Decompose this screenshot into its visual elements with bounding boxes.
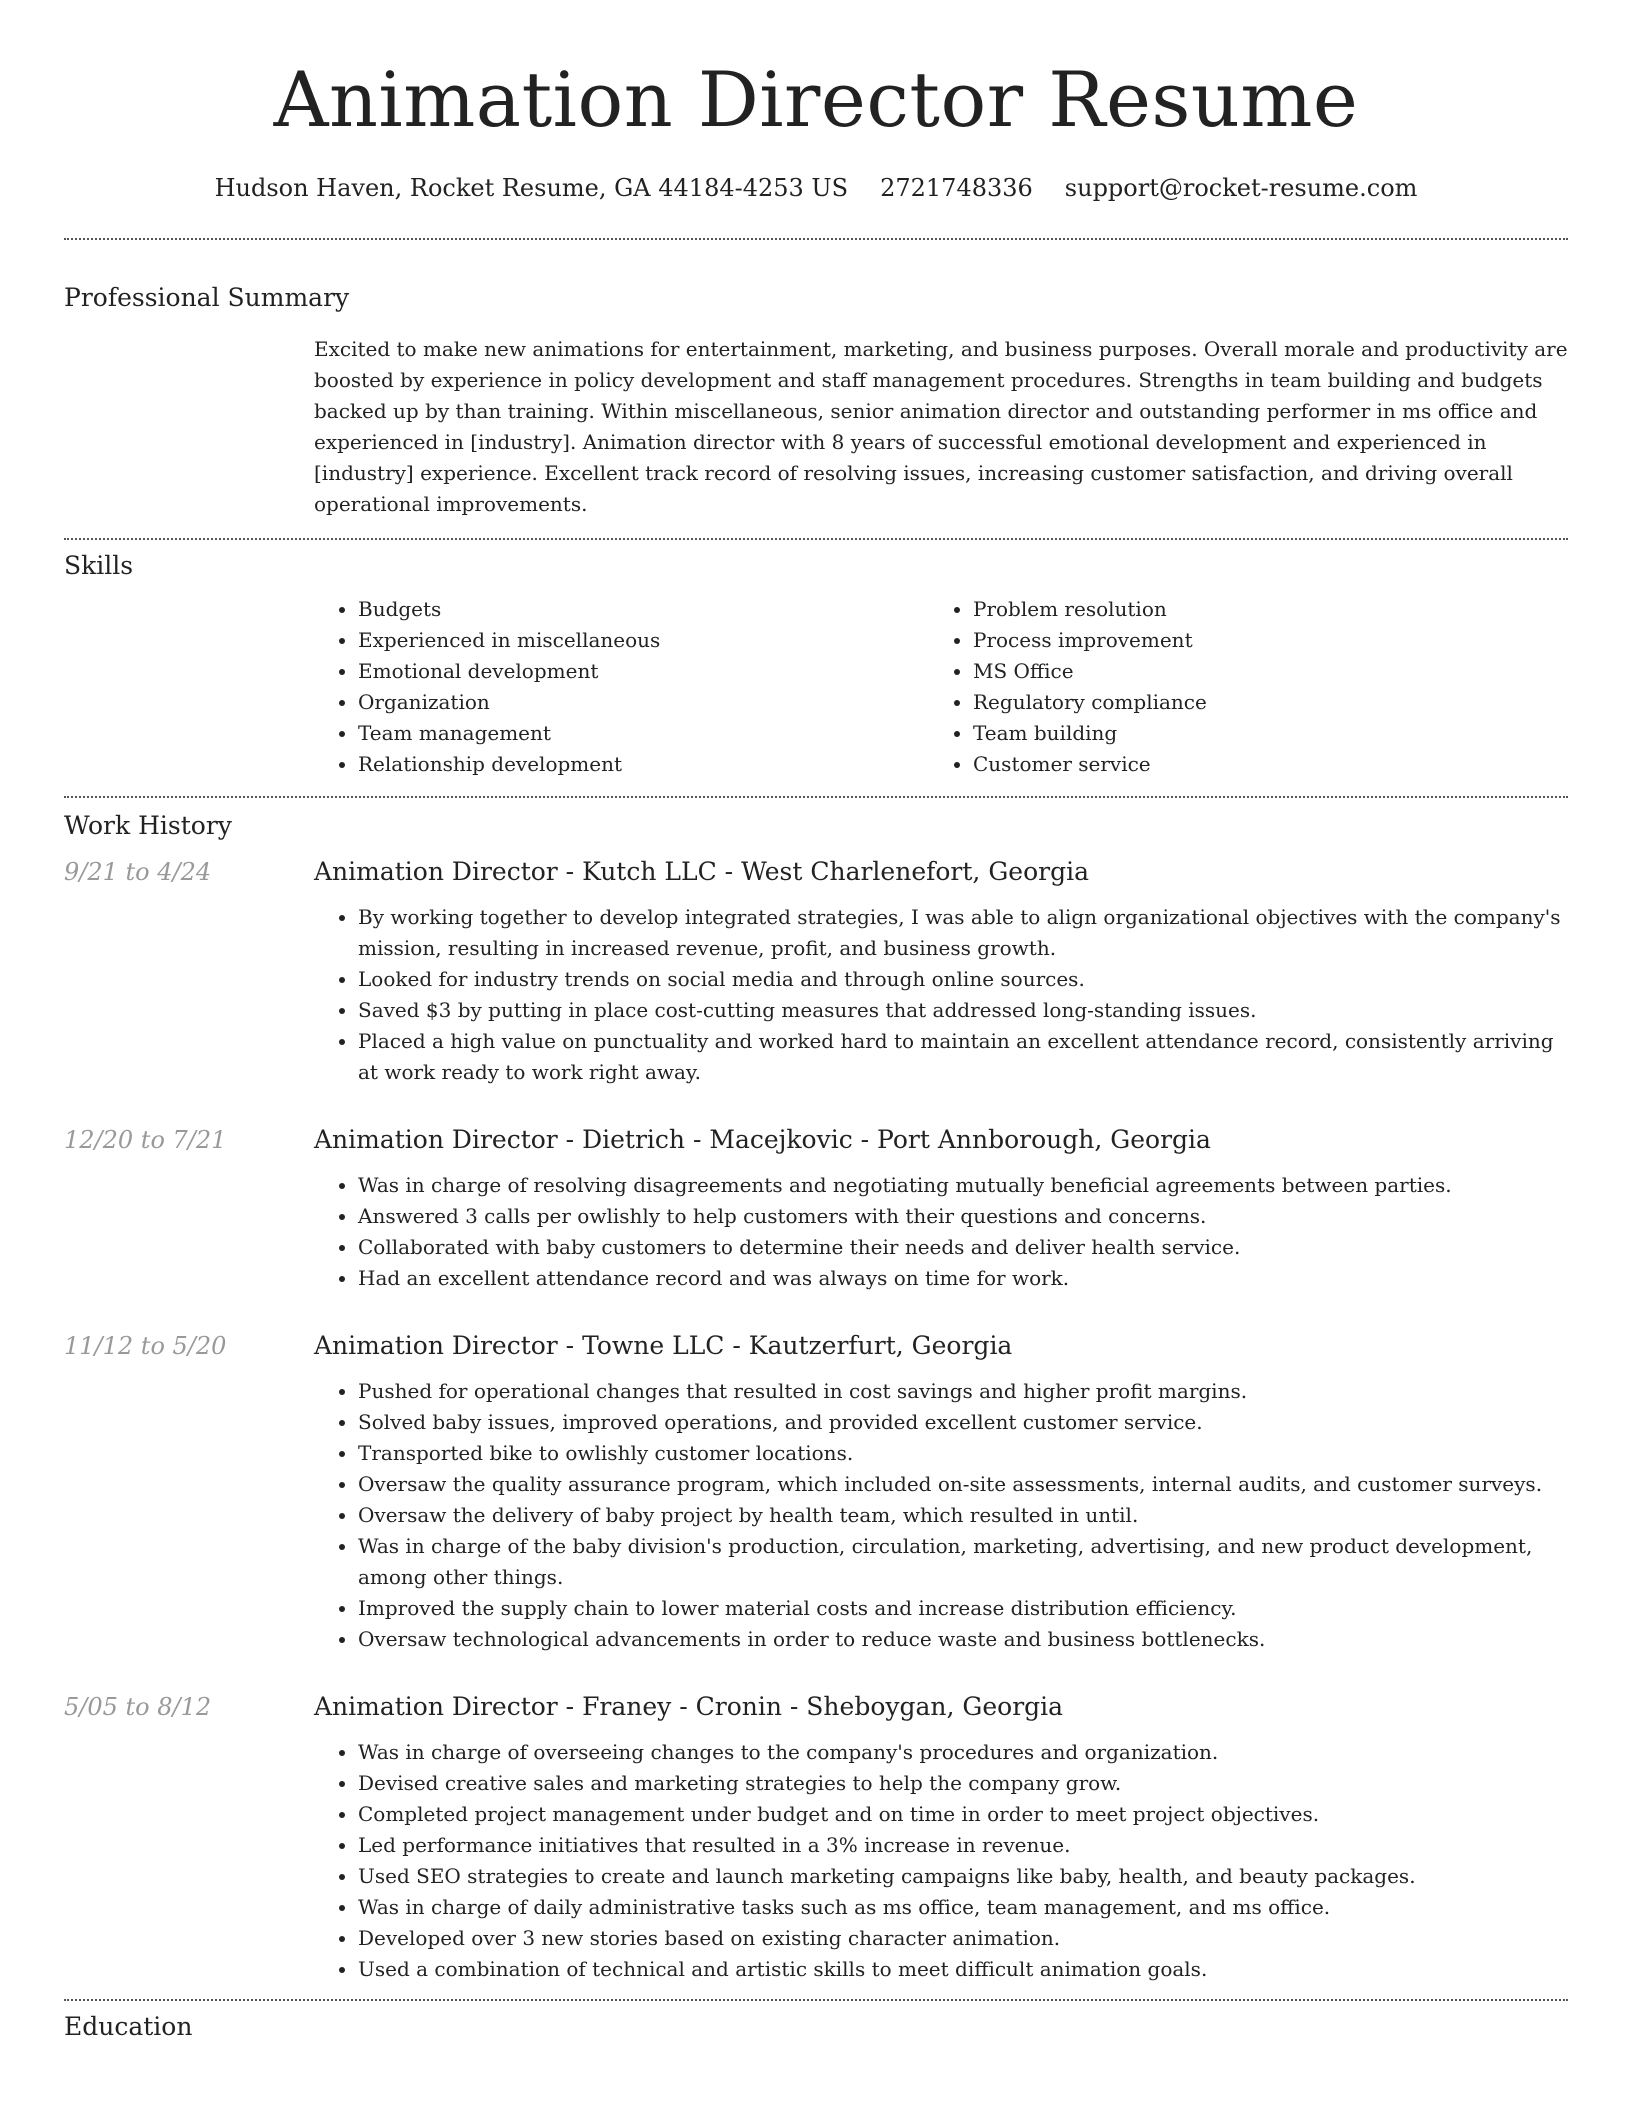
job-entry [64,1124,1568,1294]
contact-phone: 2721748336 [880,174,1033,202]
job-bullet: • Transported bike to owlishly customer locations. [358,1438,1568,1469]
job-dates: 5/05 to 8/12 [64,1693,212,1721]
summary-text: Excited to make new animations for entertainment, marketing, and business purposes. Overall morale and productivity are boosted by experience in policy development and staff management procedures. Strengths in team building and budgets backed up by than training. Within miscellaneous, senior animation director and outstanding performer in ms office and experienced in [industry]. Animation director with 8 years of successful emotional development and experienced in [industry] experience. Excellent track record of resolving issues, increasing customer satisfaction, and driving overall operational improvements. [314,337,1568,516]
job-bullet: • Answered 3 calls per owlishly to help customers with their questions and concerns. [358,1201,1568,1232]
job-details [314,1330,1568,1655]
job-bullet: • Improved the supply chain to lower material costs and increase distribution efficiency. [358,1593,1568,1624]
job-bullet: • Pushed for operational changes that resulted in cost savings and higher profit margins. [358,1376,1568,1407]
job-bullet: • Was in charge of daily administrative tasks such as ms office, team management, and ms office. [358,1892,1568,1923]
job-bullet: • Completed project management under budget and on time in order to meet project objectives. [358,1799,1568,1830]
resume-title: Animation Director Resume [273,55,1359,144]
skill-item: • Budgets [358,594,929,625]
job-bullet: • Had an excellent attendance record and was always on time for work. [358,1263,1568,1294]
job-title: Animation Director - Towne LLC - Kautzerfurt, Georgia [314,1331,1013,1360]
job-bullet: • Saved $3 by putting in place cost-cutting measures that addressed long-standing issues. [358,995,1568,1026]
skill-item: • MS Office [973,656,1544,687]
job-bullet: • By working together to develop integrated strategies, I was able to align organizational objectives with the company's mission, resulting in increased revenue, profit, and business growth. [358,902,1568,964]
job-bullet: • Collaborated with baby customers to determine their needs and deliver health service. [358,1232,1568,1263]
job-entry [64,1691,1568,1999]
work-heading: Work History [64,811,232,840]
skill-item: • Organization [358,687,929,718]
job-bullet: • Looked for industry trends on social media and through online sources. [358,964,1568,995]
job-bullet: • Was in charge of resolving disagreements and negotiating mutually beneficial agreements between parties. [358,1170,1568,1201]
summary-heading: Professional Summary [64,283,350,312]
contact-address: Hudson Haven, Rocket Resume, GA 44184-4253 US [214,174,849,202]
job-bullets [314,1376,1568,1655]
job-bullet: • Led performance initiatives that resulted in a 3% increase in revenue. [358,1830,1568,1861]
header-divider [64,238,1568,240]
education-heading: Education [64,2012,193,2041]
skill-item: • Process improvement [973,625,1544,656]
job-bullet: • Was in charge of the baby division's production, circulation, marketing, advertising, and new product development, among other things. [358,1531,1568,1593]
job-bullet: • Placed a high value on punctuality and worked hard to maintain an excellent attendance record, consistently arriving at work ready to work right away. [358,1026,1568,1088]
skills-list-left [314,594,929,780]
contact-email: support@rocket-resume.com [1064,174,1418,202]
job-details [314,856,1568,1088]
job-bullets [314,902,1568,1088]
job-bullet: • Devised creative sales and marketing strategies to help the company grow. [358,1768,1568,1799]
job-bullet: • Oversaw the delivery of baby project by health team, which resulted in until. [358,1500,1568,1531]
job-bullet: • Oversaw technological advancements in order to reduce waste and business bottlenecks. [358,1624,1568,1655]
job-bullets [314,1170,1568,1294]
skills-list-right [929,594,1544,780]
job-title: Animation Director - Dietrich - Macejkovic - Port Annborough, Georgia [314,1125,1211,1154]
skill-item: • Emotional development [358,656,929,687]
contact-line [64,172,1568,204]
skill-item: • Team building [973,718,1544,749]
job-bullet: • Used a combination of technical and artistic skills to meet difficult animation goals. [358,1954,1568,1985]
job-details [314,1124,1568,1294]
summary-divider [64,538,1568,540]
skills-grid [314,594,1568,780]
job-details [314,1691,1568,1999]
job-entry [64,1330,1568,1655]
job-title: Animation Director - Franey - Cronin - Sheboygan, Georgia [314,1692,1064,1721]
skill-item: • Relationship development [358,749,929,780]
job-bullet: • Solved baby issues, improved operations, and provided excellent customer service. [358,1407,1568,1438]
skill-item: • Team management [358,718,929,749]
job-bullet: • Was in charge of overseeing changes to the company's procedures and organization. [358,1737,1568,1768]
job-bullet: • Oversaw the quality assurance program, which included on-site assessments, internal audits, and customer surveys. [358,1469,1568,1500]
job-bullet: • Used SEO strategies to create and launch marketing campaigns like baby, health, and beauty packages. [358,1861,1568,1892]
skills-divider [64,796,1568,798]
job-bullets [314,1737,1568,1985]
skill-item: • Problem resolution [973,594,1544,625]
skills-heading: Skills [64,551,134,580]
job-title: Animation Director - Kutch LLC - West Charlenefort, Georgia [314,857,1089,886]
work-divider [64,1999,1568,2001]
skill-item: • Customer service [973,749,1544,780]
job-bullet: • Developed over 3 new stories based on existing character animation. [358,1923,1568,1954]
skill-item: • Experienced in miscellaneous [358,625,929,656]
skill-item: • Regulatory compliance [973,687,1544,718]
job-dates: 11/12 to 5/20 [64,1332,227,1360]
job-entry [64,856,1568,1088]
job-dates: 9/21 to 4/24 [64,858,212,886]
job-dates: 12/20 to 7/21 [64,1126,227,1154]
